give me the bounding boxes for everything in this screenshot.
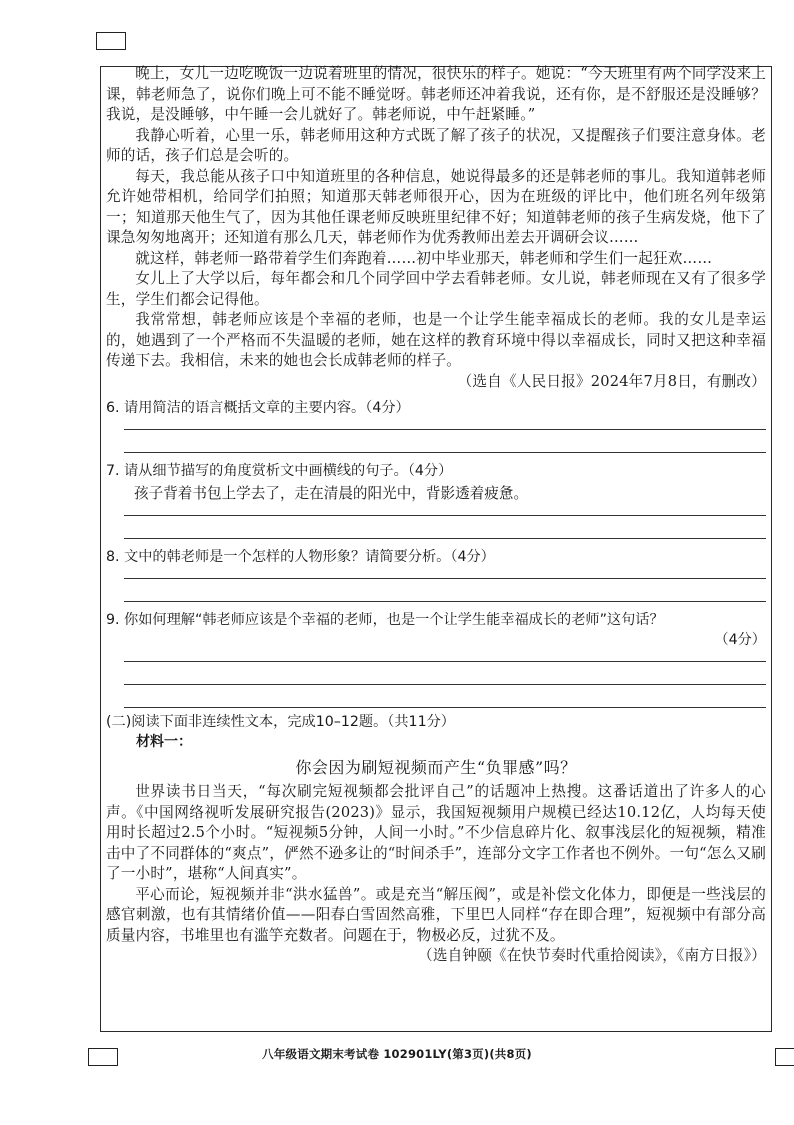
question-6: 6. 请用简洁的语言概括文章的主要内容。（4分） (106, 400, 410, 416)
section-2-heading: (二)阅读下面非连续性文本，完成10–12题。（共11分） (106, 714, 455, 730)
material-label: 材料一： (136, 734, 192, 750)
page-content (106, 64, 766, 967)
article-source: （选自钟颐《在快节奏时代重拾阅读》，《南方日报》） (418, 947, 766, 964)
article-paragraph-2: 平心而论，短视频并非“洪水猛兽”。或是充当“解压阀”，或是补偿文化体力，即便是一些浅层的感官刺激，也有其情绪价值——阳春白雪固然高雅，下里巴人同样“存在即合理”，短视频中有部分高质量内容，书堆里也有滥竽充数者。问题在于，物极必反，过犹不及。 (106, 885, 766, 944)
question-8: 8. 文中的韩老师是一个怎样的人物形象？请简要分析。（4分） (106, 549, 495, 565)
page-footer: 八年级语文期末考试卷 102901LY(第3页)(共8页) (262, 1047, 532, 1061)
answer-line[interactable] (124, 452, 766, 453)
article-title: 你会因为刷短视频而产生“负罪感”吗？ (295, 758, 577, 777)
passage-paragraph-4: 就这样，韩老师一路带着学生们奔跑着……初中毕业那天，韩老师和学生们一起狂欢…… (135, 249, 713, 267)
passage-paragraph-2: 我静心听着，心里一乐，韩老师用这种方式既了解了孩子的状况，又提醒孩子们要注意身体。老师的话，孩子们总是会听的。 (106, 126, 766, 164)
question-7-quote: 孩子背着书包上学去了，走在清晨的阳光中，背影透着疲惫。 (134, 485, 529, 502)
corner-box-top (96, 32, 126, 50)
passage-source: （选自《人民日报》2024年7月8日，有删改） (457, 372, 766, 390)
answer-line[interactable] (124, 707, 766, 708)
passage-paragraph-1: 晚上，女儿一边吃晚饭一边说着班里的情况，很快乐的样子。她说：“今天班里有两个同学没来上课，韩老师急了，说你们晚上可不能不睡觉呀。韩老师还冲着我说，还有你，是不舒服还是没睡够？我说，是没睡够，中午睡一会儿就好了。韩老师说，中午赶紧睡。” (106, 65, 766, 123)
question-7: 7. 请从细节描写的角度赏析文中画横线的句子。（4分） (106, 463, 453, 479)
answer-line[interactable] (124, 538, 766, 539)
passage-paragraph-6: 我常常想，韩老师应该是个幸福的老师，也是一个让学生能幸福成长的老师。我的女儿是幸运的，她遇到了一个严格而不失温暖的老师，她在这样的教育环境中得以幸福成长，同时又把这种幸福传递下去。我相信，未来的她也会长成韩老师的样子。 (106, 311, 766, 369)
passage-paragraph-3: 每天，我总能从孩子口中知道班里的各种信息，她说得最多的还是韩老师的事儿。我知道韩老师允许她带相机，给同学们拍照；知道那天韩老师很开心，因为在班级的评比中，他们班名列年级第一；知道那天他生气了，因为其他任课老师反映班里纪律不好；知道韩老师的孩子生病发烧，他下了课急匆匆地离开；还知道有那么几天，韩老师作为优秀教师出差去开调研会议…… (106, 167, 766, 246)
question-9: 9. 你如何理解“韩老师应该是个幸福的老师，也是一个让学生能幸福成长的老师”这句话？ (106, 612, 664, 628)
question-9-score: （4分） (714, 632, 766, 648)
article-paragraph-1: 世界读书日当天，“每次刷完短视频都会批评自己”的话题冲上热搜。这番话道出了许多人的心声。《中国网络视听发展研究报告(2023)》显示，我国短视频用户规模已经达10.12亿，人均每天使用时长超过2.5个小时。“短视频5分钟，人间一小时。”不少信息碎片化、叙事浅层化的短视频，精准击中了不同群体的“爽点”，俨然不逊多让的“时间杀手”，连部分文字工作者也不例外。一句“怎么又刷了一小时”，堪称“人间真实”。 (106, 783, 766, 882)
passage-paragraph-5: 女儿上了大学以后，每年都会和几个同学回中学去看韩老师。女儿说，韩老师现在又有了很多学生，学生们都会记得他。 (106, 270, 766, 308)
answer-line[interactable] (124, 601, 766, 602)
